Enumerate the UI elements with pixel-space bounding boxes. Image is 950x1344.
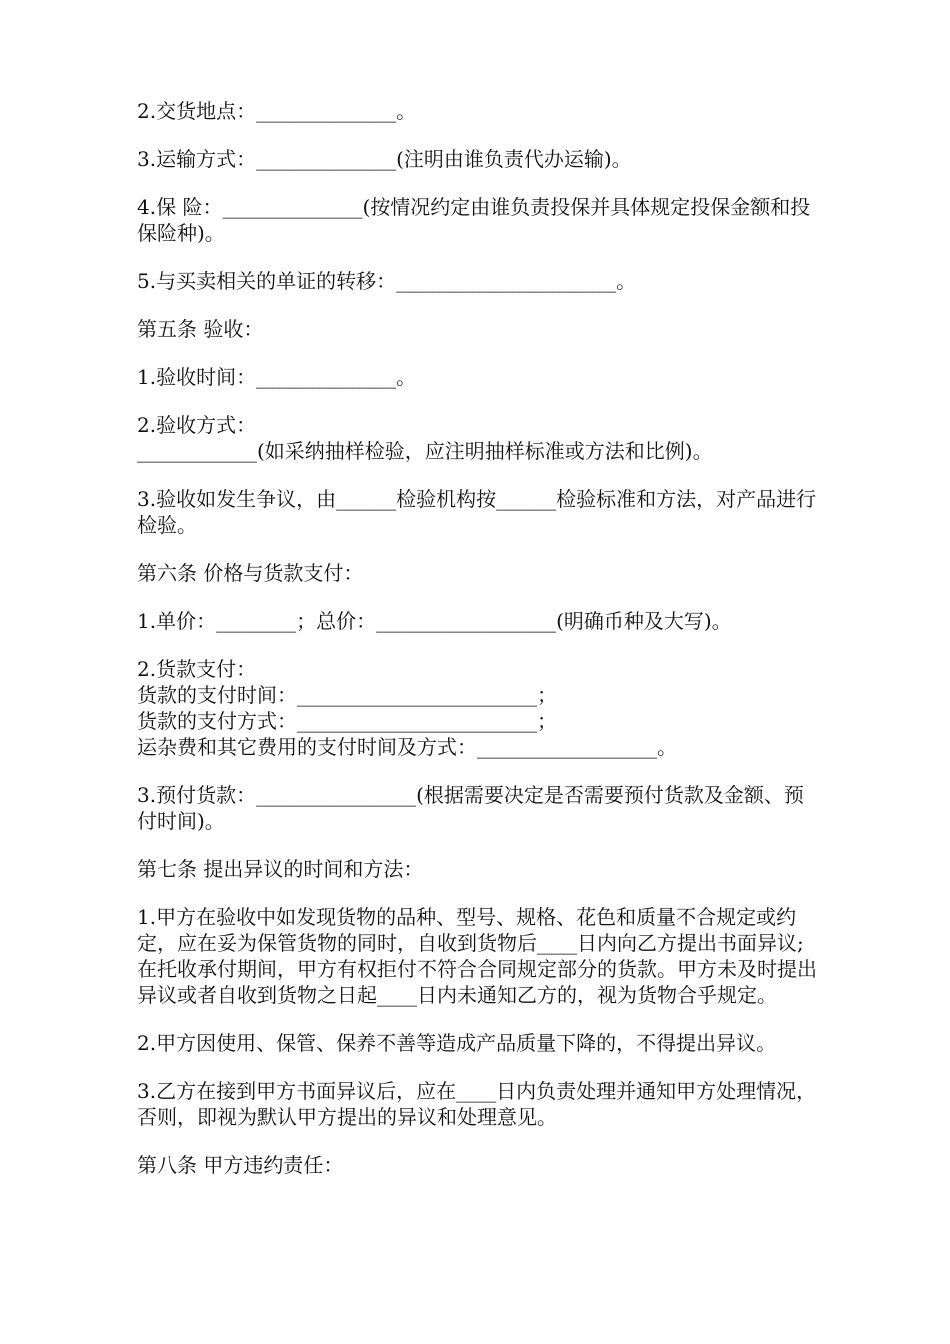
article-5-heading: 第五条 验收： bbox=[137, 317, 264, 341]
clause-inspection-time: 1.验收时间：______________。 bbox=[137, 365, 417, 389]
document-page bbox=[137, 98, 817, 1200]
article-7-heading: 第七条 提出异议的时间和方法： bbox=[137, 857, 424, 881]
clause-document-transfer: 5.与买卖相关的单证的转移：______________________。 bbox=[137, 269, 637, 293]
clause-objection-1: 1.甲方在验收中如发现货物的品种、型号、规格、花色和质量不合规定或约定，应在妥为保管货物的同时，自收到货物后____日内向乙方提出书面异议;在托收承付期间，甲方有权拒付不符合合同规定部分的货款。甲方未及时提出异议或者自收到货物之日起____日内未通知乙方的，视为货物合乎规定。 bbox=[137, 905, 817, 1007]
clause-inspection-dispute: 3.验收如发生争议，由______检验机构按______检验标准和方法，对产品进行检验。 bbox=[137, 487, 817, 537]
clause-price: 1.单价：________；总价：__________________(明确币种及大写)。 bbox=[137, 609, 732, 633]
clause-objection-2: 2.甲方因使用、保管、保养不善等造成产品质量下降的，不得提出异议。 bbox=[137, 1031, 777, 1055]
clause-objection-3: 3.乙方在接到甲方书面异议后，应在____日内负责处理并通知甲方处理情况，否则，即视为默认甲方提出的异议和处理意见。 bbox=[137, 1079, 817, 1129]
clause-prepayment: 3.预付货款：________________(根据需要决定是否需要预付货款及金额、预付时间)。 bbox=[137, 783, 804, 833]
clause-inspection-method: 2.验收方式： ____________(如采纳抽样检验，应注明抽样标准或方法和比例)。 bbox=[137, 413, 713, 463]
article-8-heading: 第八条 甲方违约责任： bbox=[137, 1153, 344, 1177]
clause-insurance: 4.保 险：______________(按情况约定由谁负责投保并具体规定投保金额和投保险种)。 bbox=[137, 195, 811, 245]
clause-delivery-place: 2.交货地点：______________。 bbox=[137, 99, 417, 123]
article-6-heading: 第六条 价格与货款支付： bbox=[137, 561, 364, 585]
clause-payment: 2.货款支付： 货款的支付时间：________________________； 货款的支付方式：________________________； 运杂费和其它费用的支付时间及方式：__________________。 bbox=[137, 657, 677, 759]
clause-transport-method: 3.运输方式：______________(注明由谁负责代办运输)。 bbox=[137, 147, 632, 171]
